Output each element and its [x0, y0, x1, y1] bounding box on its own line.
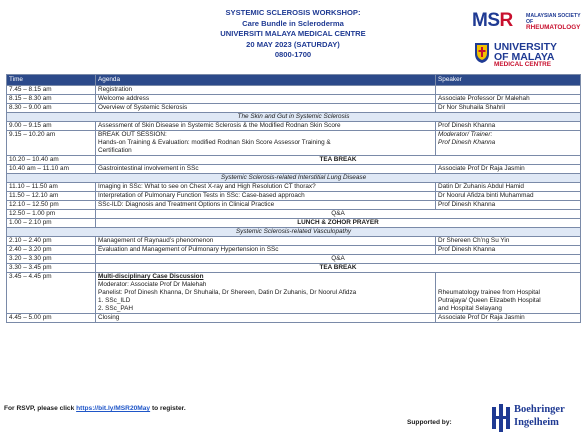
- event-title-block: [150, 8, 436, 61]
- table-row: 8.30 – 9.00 am Overview of Systemic Sclerosis Dr Nor Shuhaila Shahril: [7, 104, 581, 113]
- um-logo-text: UNIVERSITY OF MALAYA: [494, 41, 558, 63]
- table-row: 4.45 – 5.00 pm Closing Associate Prof Dr Raja Jasmin: [7, 314, 581, 323]
- table-row: 2.10 – 2.40 pm Management of Raynaud’s phenomenon Dr Shereen Ch’ng Su Yin: [7, 237, 581, 246]
- break-row: 3.30 – 3.45 pm TEA BREAK: [7, 264, 581, 273]
- breakout-speaker: Moderator/ Trainer: Prof Dinesh Khanna: [436, 131, 581, 156]
- table-row: 9.00 – 9.15 am Assessment of Skin Disease in Systemic Sclerosis & the Modified Rodnan Skin Score Prof Dinesh Khanna: [7, 122, 581, 131]
- table-row: 9.15 – 10.20 am BREAK OUT SESSION: Hands-on Training & Evaluation: modified Rodnan Skin Score Assessor Training & Certification Moderator/ Trainer: Prof Dinesh Khanna: [7, 131, 581, 156]
- section-row: Systemic Sclerosis-related Interstitial Lung Disease: [7, 174, 581, 183]
- rsvp-line: For RSVP, please click https://bit.ly/MSR20May to register.: [4, 405, 186, 412]
- msr-logo-mark: MSR: [472, 10, 513, 31]
- section-row: Systemic Sclerosis-related Vasculopathy: [7, 228, 581, 237]
- um-medical-centre: MEDICAL CENTRE: [494, 61, 552, 68]
- table-row: 10.40 am – 11.10 am Gastrointestinal involvement in SSc Associate Prof Dr Raja Jasmin: [7, 165, 581, 174]
- header-speaker: Speaker: [436, 75, 581, 86]
- header: [0, 0, 586, 74]
- um-crest-icon: [474, 42, 490, 64]
- supported-by-label: Supported by:: [407, 419, 452, 426]
- logos: [472, 6, 582, 70]
- table-row: 11.10 – 11.50 am Imaging in SSc: What to see on Chest X-ray and High Resolution CT thorax? Datin Dr Zuhanis Abdul Hamid: [7, 183, 581, 192]
- table-row: 8.15 – 8.30 am Welcome address Associate Professor Dr Malehah: [7, 95, 581, 104]
- boehringer-emblem-icon: [490, 403, 512, 433]
- table-row: 3.45 – 4.45 pm Multi-disciplinary Case Discussion Moderator: Associate Prof Dr Malehah Panelist: Prof Dinesh Khanna, Dr Shuhaila, Dr Shereen, Datin Dr Zuhanis, Dr Noorul Afidza 1. SSc_ILD 2. SSc_PAH Rheumatology trainee from Hospital Putrajaya/ Queen Elizabeth Hospital and Hospital Selayang: [7, 273, 581, 314]
- rsvp-link[interactable]: https://bit.ly/MSR20May: [76, 405, 151, 412]
- qa-row: 3.20 – 3.30 pm Q&A: [7, 255, 581, 264]
- event-subtitle: Care Bundle in Scleroderma: [242, 18, 344, 28]
- boehringer-text: Boehringer Ingelheim: [514, 404, 565, 428]
- event-date: 20 MAY 2023 (SATURDAY): [246, 39, 340, 49]
- boehringer-logo: [490, 401, 582, 437]
- schedule-table: [6, 74, 581, 323]
- header-time: Time: [7, 75, 96, 86]
- table-row: 2.40 – 3.20 pm Evaluation and Management of Pulmonary Hypertension in SSc Prof Dinesh Khanna: [7, 246, 581, 255]
- event-title: SYSTEMIC SCLEROSIS WORKSHOP:: [225, 8, 361, 17]
- section-row: The Skin and Gut in Systemic Sclerosis: [7, 113, 581, 122]
- mdt-speaker: Rheumatology trainee from Hospital Putrajaya/ Queen Elizabeth Hospital and Hospital Selayang: [436, 273, 581, 314]
- table-row: 11.50 – 12.10 am Interpretation of Pulmonary Function Tests in SSc: Case-based approach Dr Noorul Afidza binti Muhammad: [7, 192, 581, 201]
- um-logo: [472, 42, 582, 70]
- table-row: 7.45 – 8.15 am Registration: [7, 86, 581, 95]
- break-row: 10.20 – 10.40 am TEA BREAK: [7, 156, 581, 165]
- event-hours: 0800-1700: [274, 50, 312, 59]
- mdt-agenda: Multi-disciplinary Case Discussion Moderator: Associate Prof Dr Malehah Panelist: Prof Dinesh Khanna, Dr Shuhaila, Dr Shereen, Datin Dr Zuhanis, Dr Noorul Afidza 1. SSc_ILD 2. SSc_PAH: [96, 273, 436, 314]
- table-row: 12.10 – 12.50 pm SSc-ILD: Diagnosis and Treatment Options in Clinical Practice Prof Dinesh Khanna: [7, 201, 581, 210]
- msr-logo: [472, 10, 582, 36]
- breakout-agenda: BREAK OUT SESSION: Hands-on Training & Evaluation: modified Rodnan Skin Score Assessor Training & Certification: [96, 131, 436, 156]
- msr-logo-text: MALAYSIAN SOCIETY OF RHEUMATOLOGY: [526, 13, 581, 31]
- break-row: 1.00 – 2.10 pm LUNCH & ZOHOR PRAYER: [7, 219, 581, 228]
- header-agenda: Agenda: [96, 75, 436, 86]
- table-header-row: [7, 75, 581, 86]
- qa-row: 12.50 – 1.00 pm Q&A: [7, 210, 581, 219]
- event-venue: UNIVERSITI MALAYA MEDICAL CENTRE: [220, 29, 366, 38]
